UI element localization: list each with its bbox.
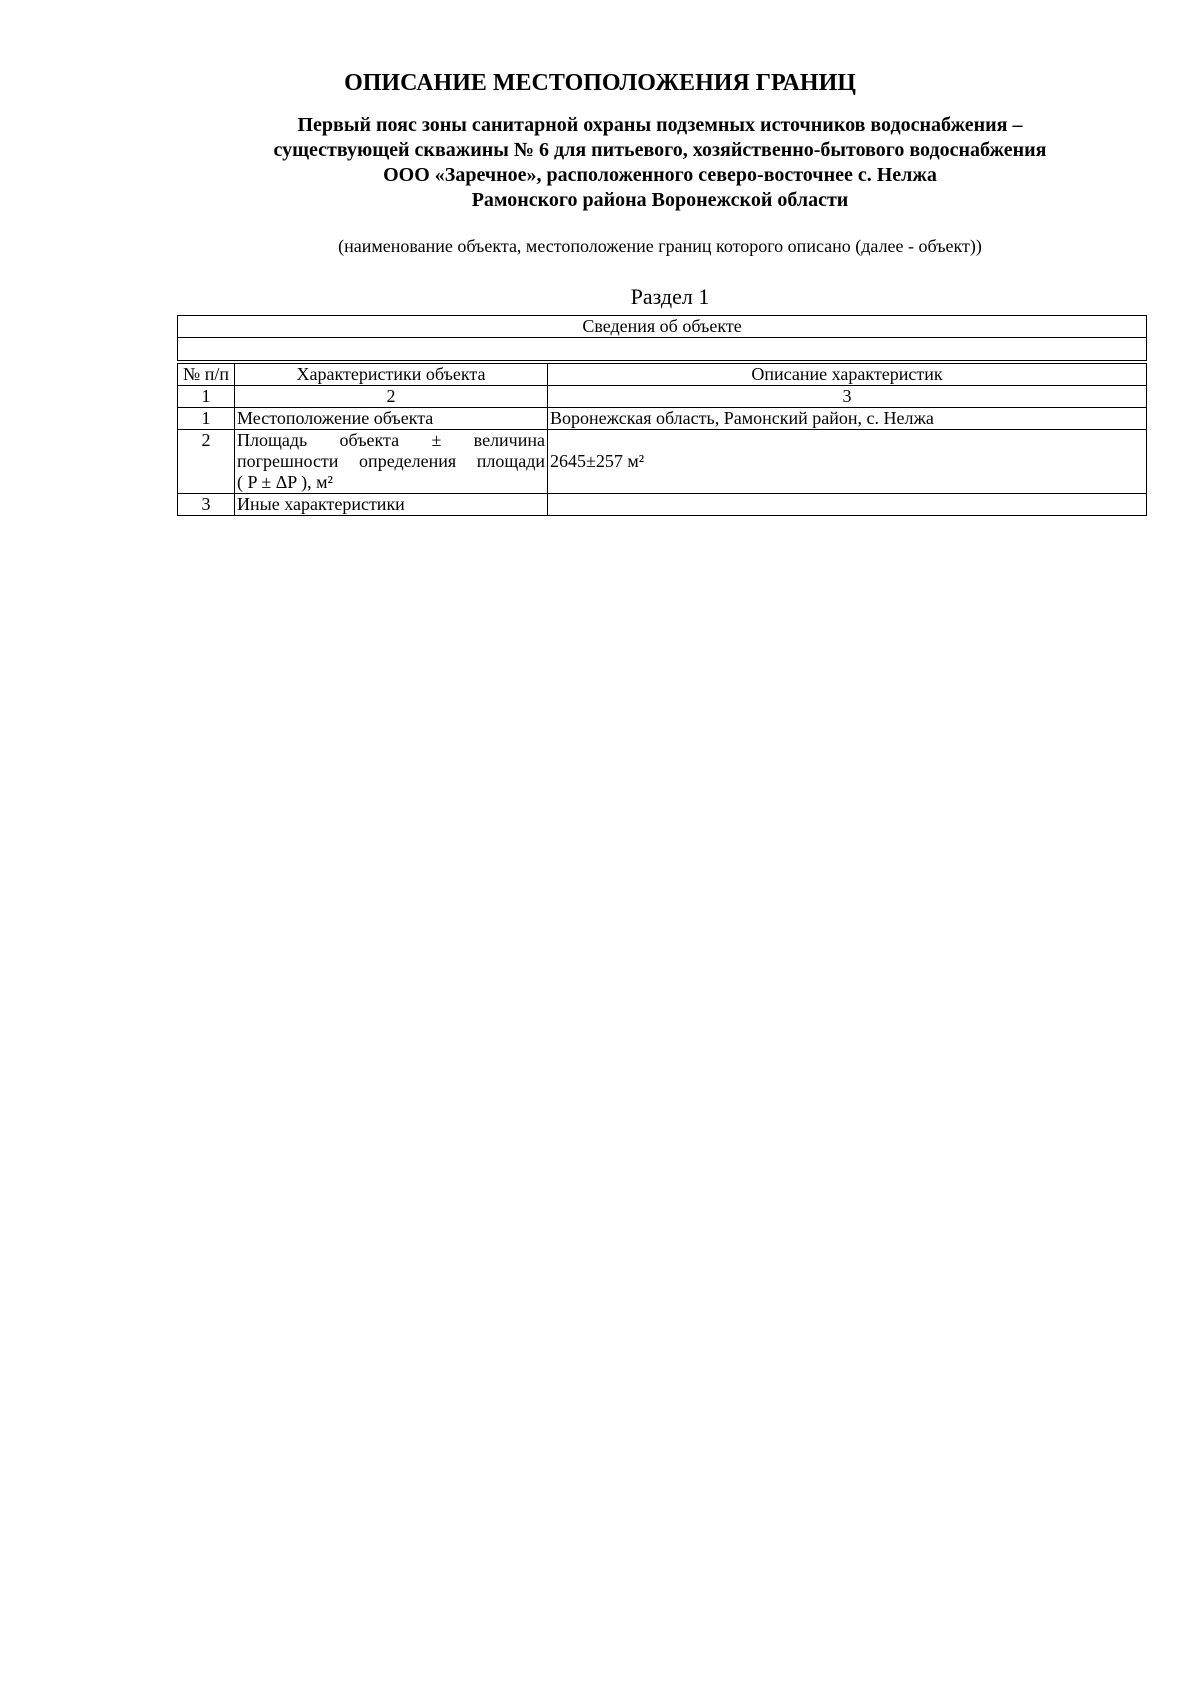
object-name-note: (наименование объекта, местоположение границ которого описано (далее - объект)) <box>338 236 982 256</box>
header-cell: Характеристики объекта <box>235 364 548 386</box>
table-caption-row <box>178 316 1147 338</box>
characteristic-line: ( P ± ΔP ), м² <box>237 472 333 492</box>
column-number-cell: 3 <box>548 386 1147 408</box>
description-cell: 2645±257 м² <box>548 430 1147 494</box>
column-number-cell: 2 <box>235 386 548 408</box>
characteristic-cell: Иные характеристики <box>235 494 548 516</box>
header-cell: № п/п <box>178 364 235 386</box>
object-name <box>200 113 1120 213</box>
row-number: 2 <box>178 430 235 494</box>
characteristic-line: Площадь объекта ± величина <box>237 430 545 450</box>
table-blank-row <box>178 338 1147 361</box>
characteristic-cell <box>235 430 548 494</box>
description-cell: Воронежская область, Рамонский район, с. Нелжа <box>548 408 1147 430</box>
row-number: 3 <box>178 494 235 516</box>
document-title: ОПИСАНИЕ МЕСТОПОЛОЖЕНИЯ ГРАНИЦ <box>344 70 856 96</box>
table-row <box>178 494 1147 516</box>
object-name-line: Рамонского района Воронежской области <box>471 189 849 211</box>
object-info-table <box>177 315 1147 516</box>
row-number: 1 <box>178 408 235 430</box>
characteristic-line: погрешности определения площади <box>237 451 545 471</box>
characteristic-cell: Местоположение объекта <box>235 408 548 430</box>
object-name-line: существующей скважины № 6 для питьевого, хозяйственно-бытового водоснабжения <box>273 139 1047 161</box>
description-cell <box>548 494 1147 516</box>
table-row <box>178 408 1147 430</box>
object-name-line: Первый пояс зоны санитарной охраны подземных источников водоснабжения – <box>297 114 1023 136</box>
table-caption: Сведения об объекте <box>178 316 1147 338</box>
column-number-cell: 1 <box>178 386 235 408</box>
blank-cell <box>178 338 1147 361</box>
header-cell: Описание характеристик <box>548 364 1147 386</box>
table-row <box>178 430 1147 494</box>
section-heading: Раздел 1 <box>630 284 710 309</box>
table-header-row <box>178 364 1147 386</box>
column-number-row <box>178 386 1147 408</box>
object-name-line: ООО «Заречное», расположенного северо-восточнее с. Нелжа <box>383 164 937 186</box>
